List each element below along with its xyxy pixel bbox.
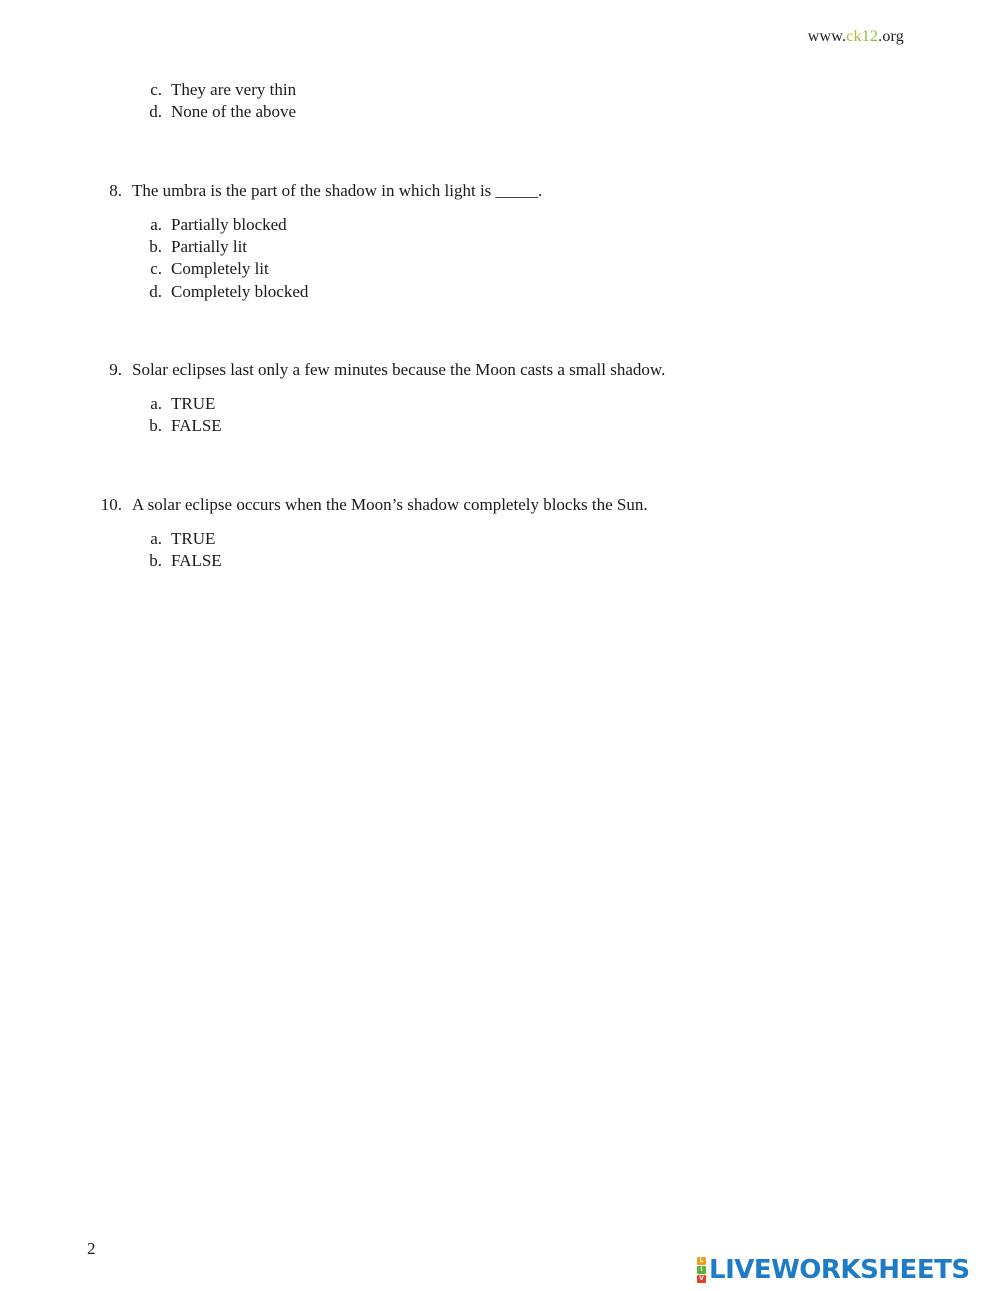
option-letter: a.	[150, 529, 162, 548]
option-text: Completely blocked	[171, 282, 309, 301]
logo-square: V	[697, 1275, 706, 1283]
question-text: The umbra is the part of the shadow in which light is _____.	[132, 181, 543, 200]
option-letter: c.	[150, 259, 162, 278]
url-suffix: .org	[878, 28, 904, 45]
option-letter: b.	[149, 551, 162, 570]
option-letter: d.	[149, 282, 162, 301]
logo-text: LIVEWORKSHEETS	[709, 1255, 970, 1285]
page-number: 2	[87, 1239, 96, 1258]
option-letter: a.	[150, 215, 162, 234]
header-url[interactable]	[808, 28, 904, 46]
option-letter: c.	[150, 80, 162, 99]
option-letter: a.	[150, 394, 162, 413]
option-text: FALSE	[171, 551, 222, 570]
option-text: Completely lit	[171, 259, 269, 278]
option-text: Partially blocked	[171, 215, 287, 234]
question-number: 9.	[109, 360, 122, 379]
option-text: FALSE	[171, 416, 222, 435]
logo-square: I	[697, 1266, 706, 1274]
option-text: TRUE	[171, 529, 216, 548]
url-prefix: www.	[807, 28, 847, 45]
url-12: 12	[861, 28, 879, 45]
logo-square: L	[697, 1257, 706, 1265]
liveworksheets-logo[interactable]	[697, 1255, 970, 1285]
question-text: Solar eclipses last only a few minutes because the Moon casts a small shadow.	[132, 360, 666, 379]
option-text: TRUE	[171, 394, 216, 413]
option-text: None of the above	[171, 102, 297, 121]
question-number: 10.	[100, 495, 122, 514]
option-letter: b.	[149, 237, 162, 256]
option-letter: b.	[149, 416, 162, 435]
question-text: A solar eclipse occurs when the Moon’s shadow completely blocks the Sun.	[132, 495, 648, 514]
question-number: 8.	[109, 181, 122, 200]
logo-squares-icon	[697, 1257, 706, 1283]
option-letter: d.	[149, 102, 162, 121]
option-text: Partially lit	[171, 237, 248, 256]
option-text: They are very thin	[171, 80, 297, 99]
url-ck: ck	[846, 28, 862, 45]
